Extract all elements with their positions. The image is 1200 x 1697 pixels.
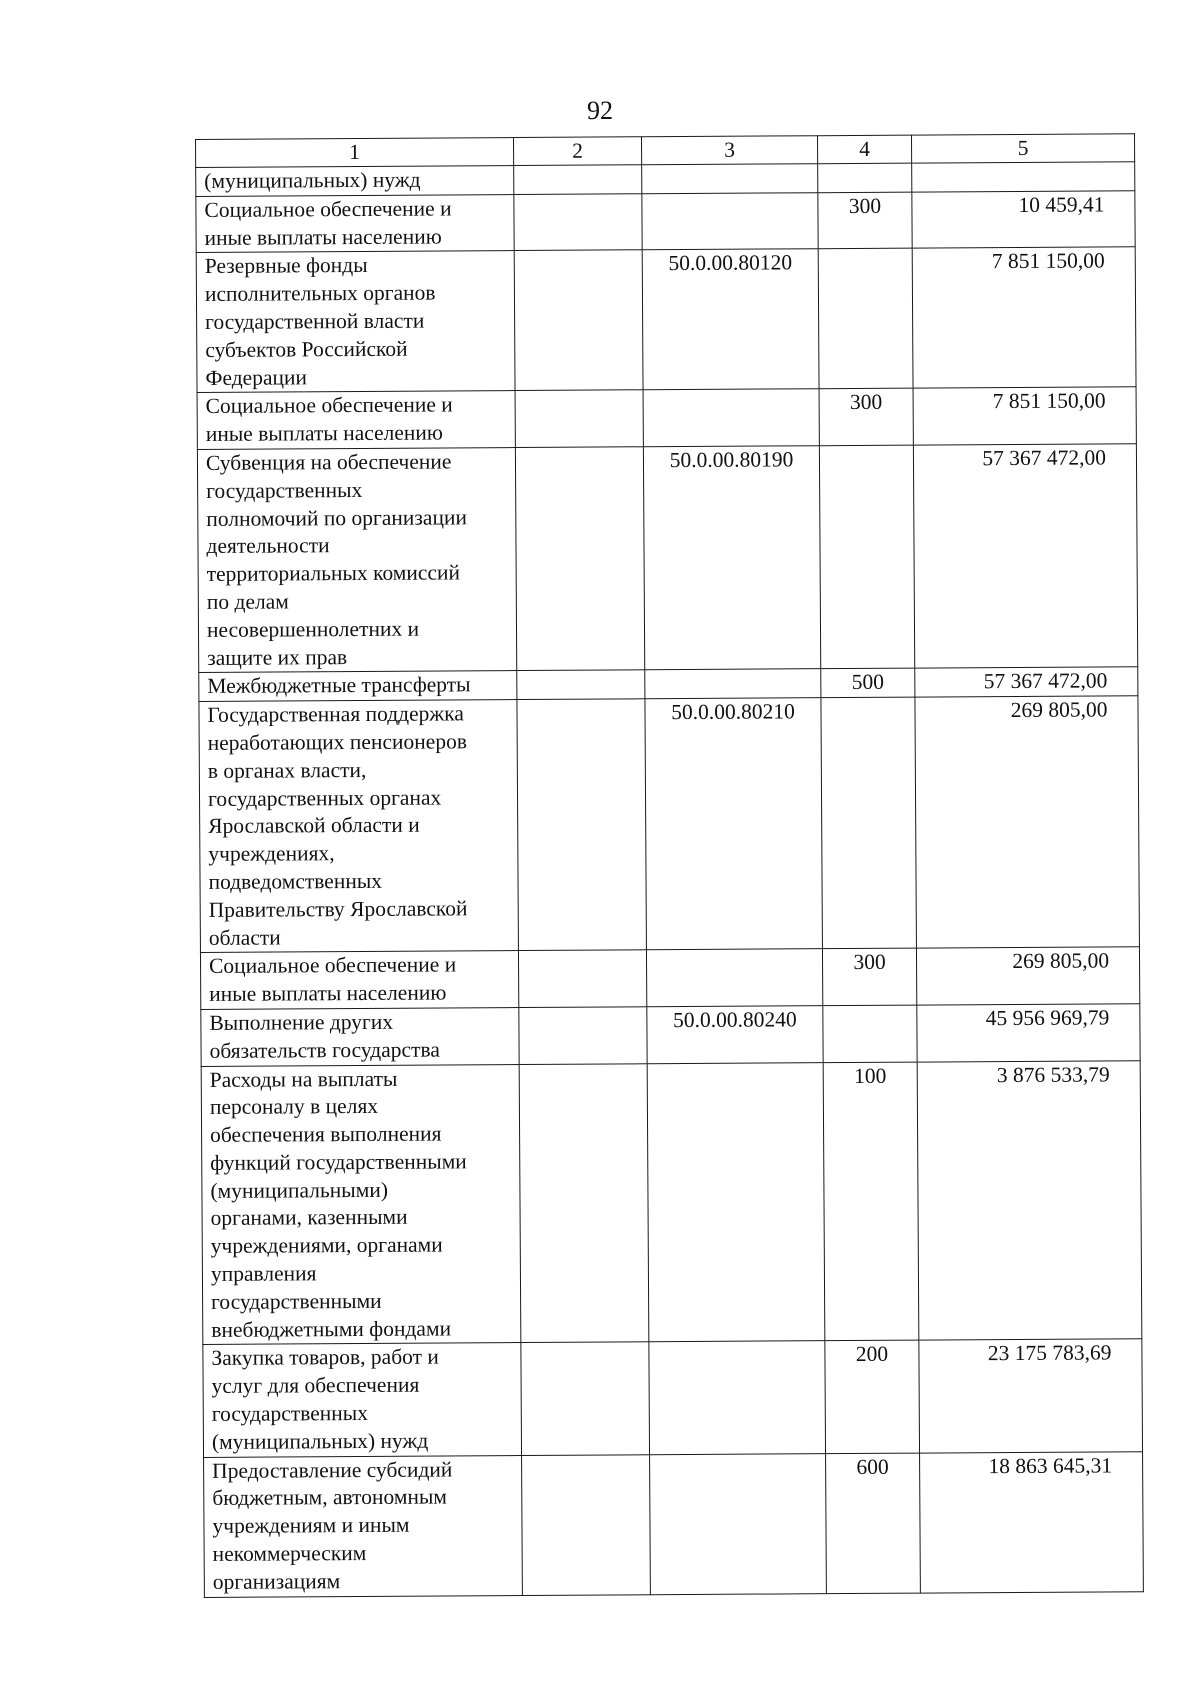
- row-code-cell: 50.0.00.80190: [643, 446, 820, 670]
- row-amount-cell: 10 459,41: [912, 191, 1135, 249]
- header-cell-4: 4: [817, 135, 911, 164]
- row-col2-cell: [522, 1454, 651, 1595]
- row-type-cell: [819, 445, 914, 669]
- row-name-cell: (муниципальных) нужд: [196, 166, 514, 197]
- row-col2-cell: [517, 699, 647, 951]
- row-col2-cell: [514, 165, 642, 195]
- row-type-cell: 600: [826, 1453, 921, 1594]
- table-row: [197, 444, 1137, 673]
- table-row: [197, 387, 1136, 449]
- row-name-cell: Предоставление субсидий бюджетным, автономным учреждениям и иным некоммерческим организациям: [204, 1455, 523, 1597]
- row-amount-cell: 57 367 472,00: [913, 444, 1137, 669]
- table-row: [200, 947, 1139, 1009]
- row-type-cell: 500: [821, 668, 915, 697]
- row-name-cell: Резервные фонды исполнительных органов государственной власти субъектов Российской Федерации: [196, 251, 515, 393]
- row-amount-cell: [912, 162, 1135, 192]
- row-code-cell: 50.0.00.80240: [647, 1006, 823, 1064]
- row-col2-cell: [519, 1063, 649, 1343]
- row-type-cell: 300: [818, 192, 912, 249]
- row-type-cell: [818, 163, 912, 192]
- row-code-cell: [642, 192, 818, 250]
- row-amount-cell: 3 876 533,79: [917, 1060, 1142, 1340]
- row-col2-cell: [515, 447, 644, 671]
- table-row: [199, 696, 1140, 953]
- row-name-cell: Государственная поддержка неработающих пенсионеров в органах власти, государственных органах Ярославской области и учреждениях, подведомственных Правительству Ярославской области: [199, 700, 519, 953]
- row-type-cell: 200: [825, 1341, 920, 1454]
- table-row: [196, 191, 1135, 253]
- row-code-cell: [649, 1341, 826, 1454]
- row-amount-cell: 7 851 150,00: [912, 247, 1136, 388]
- table-row: [201, 1004, 1140, 1066]
- table-body: [196, 162, 1144, 1597]
- row-name-cell: Субвенция на обеспечение государственных полномочий по организации деятельности территориальных комиссий по делам несовершеннолетних и защите их прав: [197, 448, 516, 673]
- row-type-cell: [823, 1005, 917, 1062]
- row-amount-cell: 18 863 645,31: [920, 1451, 1144, 1592]
- row-amount-cell: 23 175 783,69: [919, 1339, 1143, 1453]
- row-name-cell: Социальное обеспечение и иные выплаты населению: [196, 194, 514, 253]
- row-amount-cell: 269 805,00: [916, 947, 1139, 1005]
- row-type-cell: [818, 249, 913, 390]
- table-row: [203, 1339, 1143, 1457]
- budget-table: [195, 133, 1144, 1597]
- row-col2-cell: [514, 250, 643, 391]
- header-cell-5: 5: [911, 134, 1134, 163]
- row-code-cell: 50.0.00.80120: [642, 249, 819, 390]
- row-col2-cell: [521, 1342, 650, 1455]
- row-name-cell: Социальное обеспечение и иные выплаты населению: [197, 391, 515, 450]
- row-amount-cell: 45 956 969,79: [917, 1004, 1140, 1062]
- row-col2-cell: [519, 1007, 647, 1064]
- header-cell-3: 3: [641, 136, 817, 165]
- row-amount-cell: 269 805,00: [915, 696, 1140, 949]
- header-cell-2: 2: [513, 137, 641, 166]
- row-name-cell: Межбюджетные трансферты: [199, 671, 517, 702]
- row-name-cell: Закупка товаров, работ и услуг для обеспечения государственных (муниципальных) нужд: [203, 1343, 522, 1457]
- row-type-cell: 100: [823, 1062, 919, 1342]
- row-name-cell: Социальное обеспечение и иные выплаты населению: [200, 951, 518, 1010]
- row-amount-cell: 7 851 150,00: [913, 387, 1136, 445]
- row-name-cell: Выполнение других обязательств государства: [201, 1007, 519, 1066]
- row-code-cell: 50.0.00.80210: [645, 698, 823, 950]
- table-row: [204, 1451, 1144, 1597]
- row-amount-cell: 57 367 472,00: [915, 667, 1138, 697]
- row-col2-cell: [515, 390, 643, 447]
- row-code-cell: [650, 1453, 827, 1594]
- row-code-cell: [645, 669, 821, 699]
- row-code-cell: [647, 1062, 825, 1342]
- row-type-cell: 300: [819, 388, 913, 445]
- row-type-cell: [821, 697, 917, 949]
- row-code-cell: [646, 949, 822, 1007]
- row-col2-cell: [518, 950, 646, 1007]
- header-cell-1: 1: [196, 138, 514, 168]
- table-row: [201, 1060, 1142, 1345]
- row-code-cell: [642, 164, 818, 194]
- page-number: 92: [587, 96, 613, 125]
- row-col2-cell: [514, 194, 642, 251]
- row-col2-cell: [517, 670, 645, 700]
- row-code-cell: [643, 389, 819, 447]
- table-row: [196, 247, 1136, 393]
- row-name-cell: Расходы на выплаты персоналу в целях обеспечения выполнения функций государственными (муниципальными) органами, казенными учреждениями, органами управления государственными внебюджетными фондами: [201, 1064, 521, 1345]
- row-type-cell: 300: [822, 948, 916, 1005]
